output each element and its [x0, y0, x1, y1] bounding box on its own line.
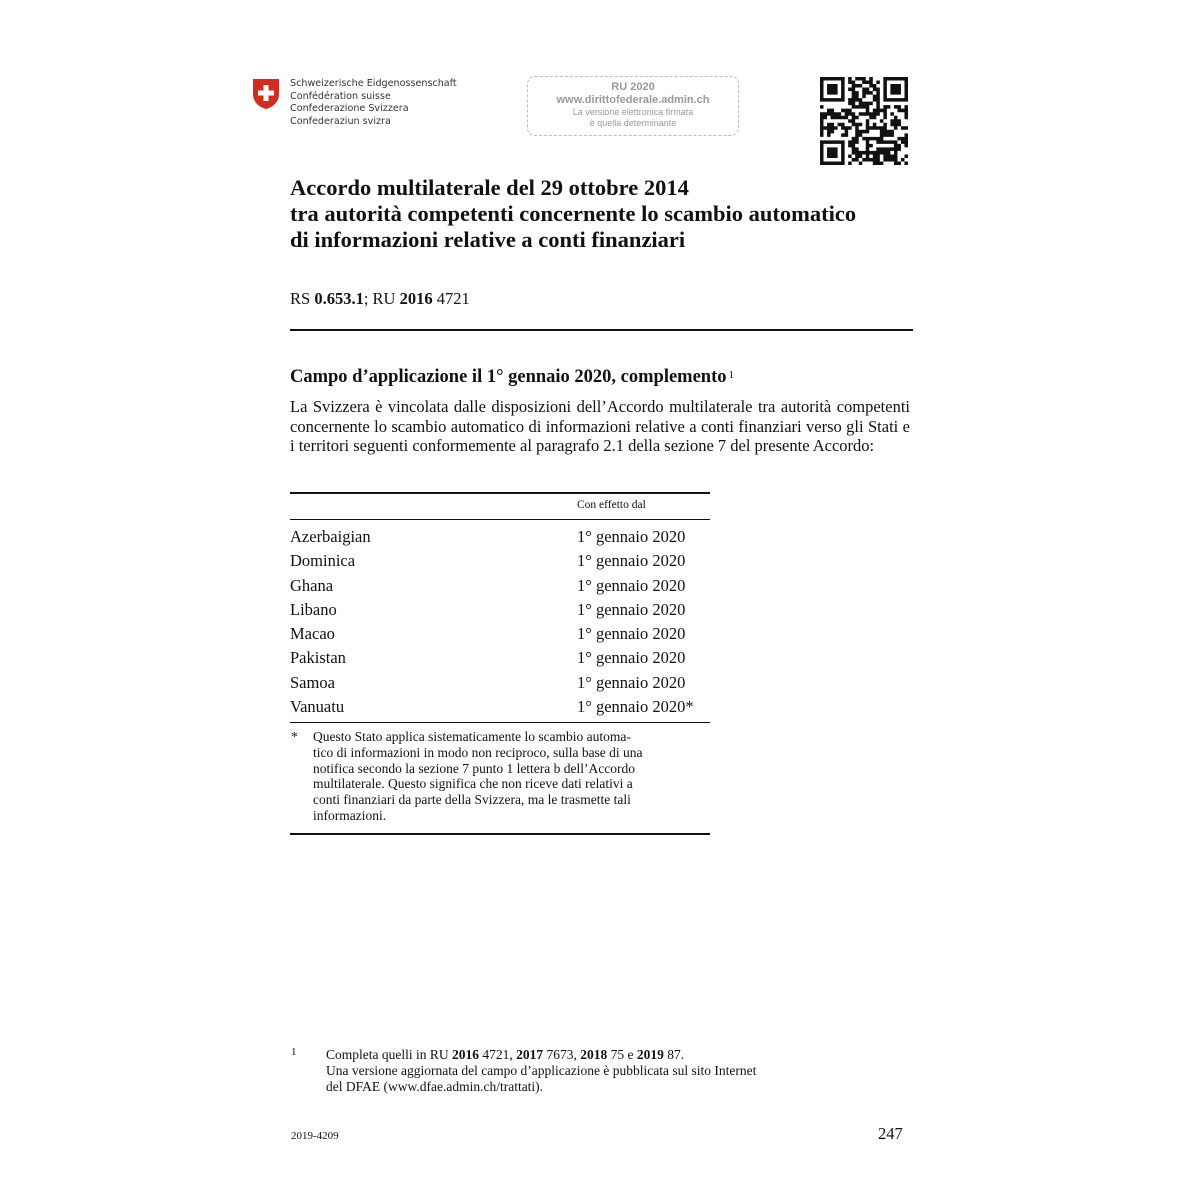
state-name: Macao [290, 624, 335, 644]
stamp-url[interactable]: www.dirittofederale.admin.ch [556, 94, 710, 106]
footnote-ref-year: 2019 [636, 1047, 664, 1062]
table-row [290, 574, 710, 598]
effective-date: 1° gennaio 2020 [577, 527, 686, 546]
table-end-rule [290, 833, 710, 835]
footnote-ref-page: 75 e [607, 1047, 637, 1062]
state-name: Vanuatu [290, 697, 345, 717]
table-note-line: tico di informazioni in modo non reciproco, sulla base di una [313, 744, 643, 760]
table-note-line: informazioni. [313, 807, 387, 823]
confederation-name-rm: Confederaziun svizra [290, 115, 391, 127]
table-top-rule [290, 492, 710, 494]
table-note-line: conti finanziari da parte della Svizzera, ma le trasmette tali [313, 792, 631, 808]
section-heading-text: Campo d’applicazione il 1° gennaio 2020, complemento [290, 367, 727, 387]
ref-ru-year: 2016 [399, 289, 433, 308]
table-note-marker: * [291, 729, 298, 744]
footnote-text [326, 1047, 886, 1094]
footnote-ref-page: 87. [663, 1047, 685, 1062]
electronic-signature-stamp [527, 76, 739, 136]
document-number: 2019-4209 [291, 1130, 339, 1142]
ref-ru-page: 4721 [432, 289, 470, 308]
header-divider [290, 329, 913, 331]
table-row [290, 598, 710, 622]
effective-date: 1° gennaio 2020 [577, 648, 686, 668]
table-header-rule [290, 519, 710, 520]
document-title [290, 175, 930, 253]
footnote-ref-page: 7673, [543, 1047, 581, 1062]
table-note-line: notifica secondo la sezione 7 punto 1 lettera b dell’Accordo [313, 760, 636, 776]
table-row [290, 622, 710, 646]
section-heading [290, 367, 734, 388]
state-name: Pakistan [290, 648, 346, 668]
table-note-line: Questo Stato applica sistematicamente lo scambio automa- [313, 729, 631, 744]
table-row [290, 671, 710, 695]
footnote-prefix: Completa quelli in RU [326, 1047, 452, 1062]
swiss-coat-of-arms-icon [252, 78, 280, 110]
table-row [290, 646, 710, 670]
table-bottom-rule [290, 722, 710, 723]
table-row [290, 525, 710, 549]
state-name: Libano [290, 599, 337, 619]
footnote-ref-year: 2018 [580, 1047, 608, 1062]
table-row [290, 549, 710, 573]
footnote-line-2: Una versione aggiornata del campo d’applicazione è pubblicata sul sito Internet [326, 1062, 757, 1078]
state-name: Ghana [290, 575, 334, 595]
qr-code-icon [820, 77, 908, 165]
confederation-name-it: Confederazione Svizzera [290, 103, 409, 114]
ref-rs-prefix: RS [290, 289, 315, 308]
document-reference [290, 289, 470, 309]
confederation-name-de: Schweizerische Eidgenossenschaft [290, 78, 457, 89]
state-name: Dominica [290, 551, 356, 571]
intro-paragraph: La Svizzera è vincolata dalle disposizioni dell’Accordo multilaterale tra autorità competenti concernente lo scambio automatico di informazioni relative a conti finanziari verso gli Stati e i territori seguenti conformemente al paragrafo 2.1 della sezione 7 del presente Accordo: [290, 397, 910, 455]
footnote-line-3: del DFAE (www.dfae.admin.ch/trattati). [326, 1078, 544, 1094]
effective-date: 1° gennaio 2020 [577, 551, 686, 571]
state-name: Azerbaigian [290, 527, 371, 546]
page-number: 247 [878, 1124, 903, 1143]
footnote-ref-year: 2017 [516, 1047, 544, 1062]
footnote-ref-year: 2016 [452, 1047, 479, 1062]
ref-separator: ; RU [363, 289, 400, 308]
states-table [290, 525, 710, 719]
confederation-names [290, 78, 457, 128]
table-note [313, 729, 713, 824]
ref-rs-number: 0.653.1 [314, 289, 364, 308]
effective-date: 1° gennaio 2020 [577, 575, 686, 595]
effective-date: 1° gennaio 2020 [577, 599, 686, 619]
footnote-reference[interactable]: 1 [728, 369, 734, 381]
footnote-number: 1 [291, 1046, 297, 1058]
table-row [290, 695, 710, 719]
effective-date: 1° gennaio 2020 [577, 624, 686, 644]
stamp-note-line2: è quella determinante [589, 118, 677, 128]
footnote-ref-page: 4721, [479, 1047, 517, 1062]
state-name: Samoa [290, 672, 335, 692]
confederation-name-fr: Confédération suisse [290, 90, 391, 102]
stamp-ru-label: RU 2020 [611, 81, 655, 93]
stamp-note-line1: La versione elettronica firmata [572, 107, 694, 117]
effective-date: 1° gennaio 2020* [577, 697, 694, 717]
table-column-header: Con effetto dal [577, 499, 646, 511]
effective-date: 1° gennaio 2020 [577, 672, 686, 692]
table-note-line: multilaterale. Questo significa che non riceve dati relativi a [313, 776, 633, 792]
title-line-3: di informazioni relative a conti finanziari [290, 227, 686, 252]
title-line-1: Accordo multilaterale del 29 ottobre 2014 [290, 175, 689, 200]
footnote-line-1 [326, 1047, 886, 1063]
title-line-2: tra autorità competenti concernente lo scambio automatico [290, 201, 857, 226]
